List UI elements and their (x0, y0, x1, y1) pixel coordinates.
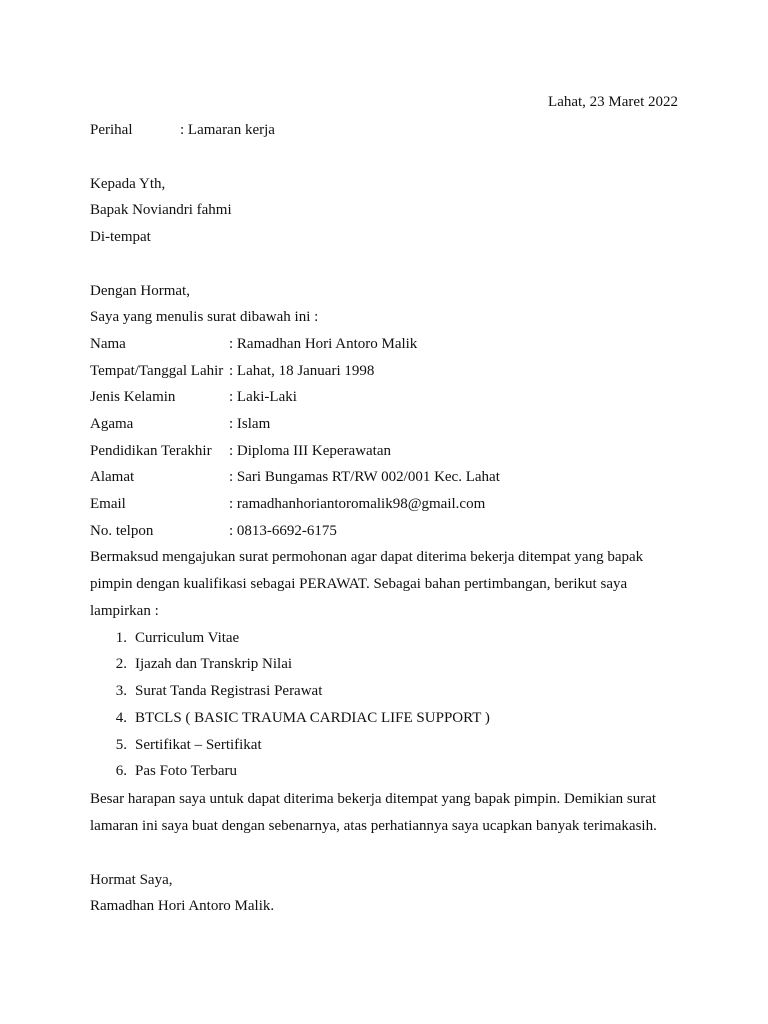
attachment-item: BTCLS ( BASIC TRAUMA CARDIAC LIFE SUPPORT ) (135, 710, 490, 726)
attachment-number: 4. (115, 710, 127, 726)
field-label-telpon: No. telpon (90, 523, 154, 539)
attachment-number: 6. (115, 763, 127, 779)
intro-text: Saya yang menulis surat dibawah ini : (90, 309, 319, 325)
perihal-label: Perihal (90, 122, 133, 138)
field-value-agama: : Islam (229, 416, 271, 432)
field-label-pendidikan: Pendidikan Terakhir (90, 443, 212, 459)
signature-name: Ramadhan Hori Antoro Malik. (90, 898, 275, 914)
field-label-email: Email (90, 496, 126, 512)
perihal-value: : Lamaran kerja (180, 122, 275, 138)
purpose-line-3: lampirkan : (90, 603, 159, 619)
field-value-pendidikan: : Diploma III Keperawatan (229, 443, 392, 459)
addressee-line-3: Di-tempat (90, 229, 151, 245)
field-value-telpon: : 0813-6692-6175 (229, 523, 337, 539)
closing-line-1: Besar harapan saya untuk dapat diterima bekerja ditempat yang bapak pimpin. Demikian surat (90, 791, 657, 807)
field-value-alamat: : Sari Bungamas RT/RW 002/001 Kec. Lahat (229, 469, 500, 485)
letter-date: Lahat, 23 Maret 2022 (548, 94, 678, 110)
attachment-item: Sertifikat – Sertifikat (135, 737, 262, 753)
field-label-jenis-kelamin: Jenis Kelamin (90, 389, 176, 405)
field-label-ttl: Tempat/Tanggal Lahir (90, 363, 224, 379)
attachment-item: Curriculum Vitae (135, 630, 240, 646)
greeting: Dengan Hormat, (90, 283, 190, 299)
field-value-ttl: : Lahat, 18 Januari 1998 (229, 363, 375, 379)
purpose-line-2: pimpin dengan kualifikasi sebagai PERAWAT. Sebagai bahan pertimbangan, berikut saya (90, 576, 628, 592)
closing-line-2: lamaran ini saya buat dengan sebenarnya, atas perhatiannya saya ucapkan banyak terimakasih. (90, 818, 657, 834)
addressee-line-2: Bapak Noviandri fahmi (90, 202, 232, 218)
field-value-nama: : Ramadhan Hori Antoro Malik (229, 336, 418, 352)
field-value-jenis-kelamin: : Laki-Laki (229, 389, 297, 405)
attachment-number: 2. (115, 656, 127, 672)
attachment-number: 5. (115, 737, 127, 753)
attachment-item: Surat Tanda Registrasi Perawat (135, 683, 323, 699)
addressee-line-1: Kepada Yth, (90, 176, 166, 192)
field-label-alamat: Alamat (90, 469, 135, 485)
field-value-email: : ramadhanhoriantoromalik98@gmail.com (229, 496, 486, 512)
field-label-nama: Nama (90, 336, 126, 352)
attachment-item: Ijazah dan Transkrip Nilai (135, 656, 293, 672)
attachment-number: 1. (115, 630, 127, 646)
field-label-agama: Agama (90, 416, 134, 432)
attachment-number: 3. (115, 683, 127, 699)
attachment-item: Pas Foto Terbaru (135, 763, 237, 779)
purpose-line-1: Bermaksud mengajukan surat permohonan agar dapat diterima bekerja ditempat yang bapak (90, 549, 644, 565)
signoff: Hormat Saya, (90, 872, 173, 888)
